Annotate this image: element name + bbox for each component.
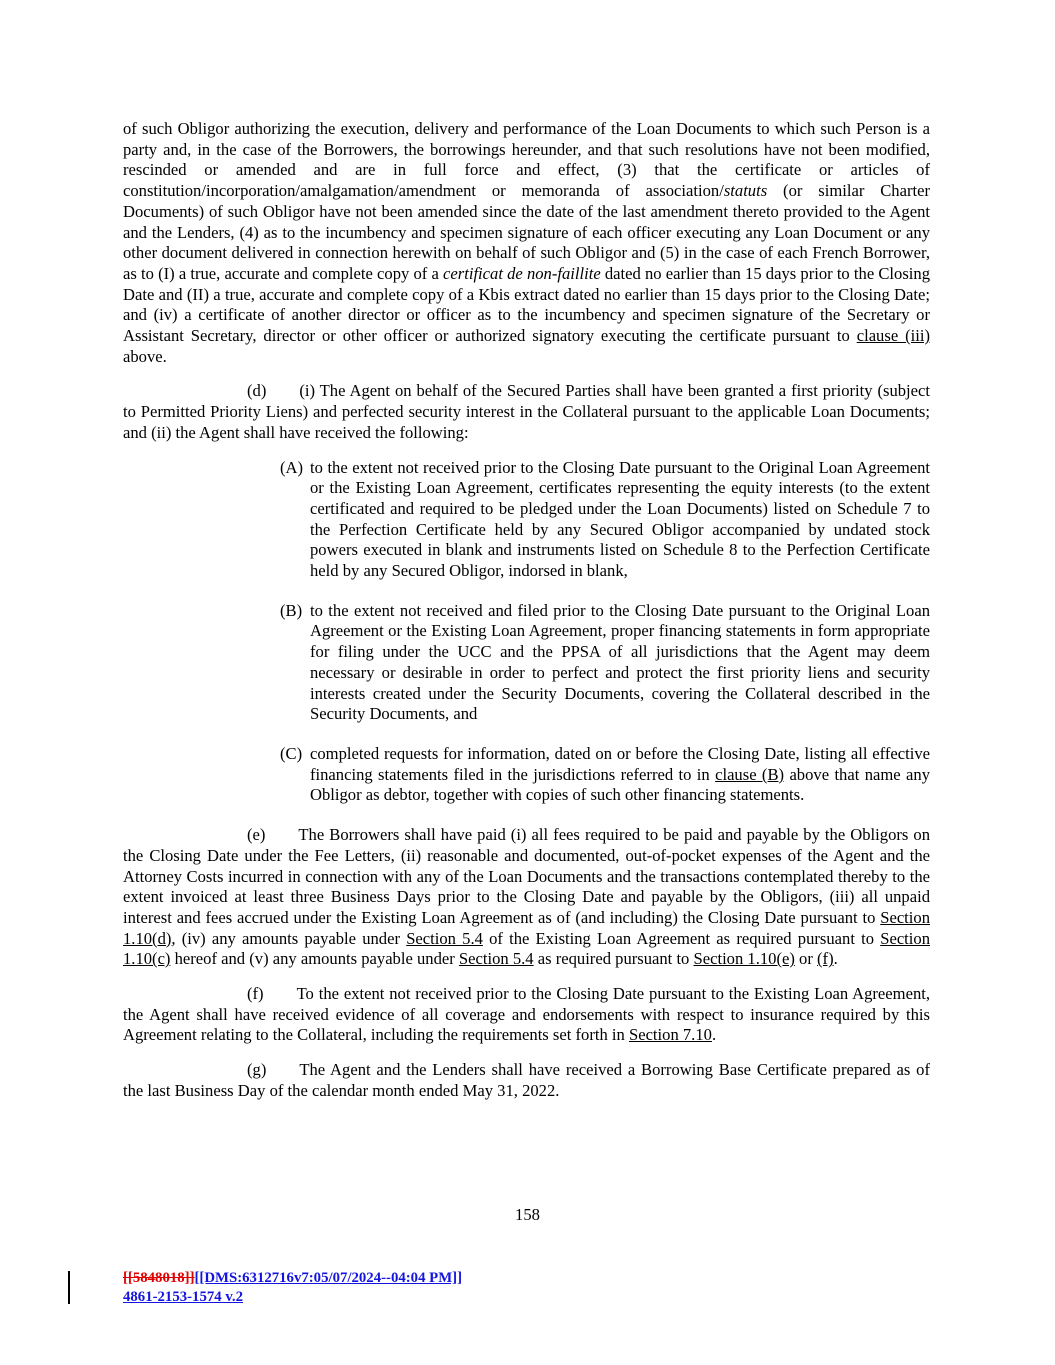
text-run: as required pursuant to — [533, 949, 694, 969]
cross-reference: (f) — [817, 949, 834, 969]
cross-reference: clause (iii) — [856, 326, 930, 346]
document-body — [123, 119, 930, 1116]
page-number: 158 — [515, 1205, 540, 1224]
paragraph-label: (C) — [280, 743, 303, 763]
cross-reference: Section 1.10(e) — [693, 949, 795, 969]
paragraph-label: (e) — [247, 825, 266, 845]
document-stamp — [123, 1269, 930, 1306]
paragraph-label: (d) — [247, 381, 267, 401]
text-run: . — [711, 1025, 717, 1045]
text-run: to the extent not received prior to the Closing Date pursuant to the Original Loan Agreement or the Existing Loan Agreement, certificates representing the equity interests (to the extent certificated and required to be pledged under the Loan Documents) listed on Schedule 7 to the Perfection Certificate held by any Secured Obligor accompanied by undated stock powers executed in blank and instruments listed on Schedule 8 to the Perfection Certificate held by any Secured Obligor, indorsed in blank, — [310, 457, 930, 581]
text-run: statuts — [723, 181, 768, 201]
text-run: (or similar Charter Documents) of such Obligor have not been amended since the date of the last amendment thereto provided to the Agent and the Lenders, (4) as to the incumbency and specimen signature of each officer executing any Loan Document or any other document delivered in connection herewith on behalf of such Obligor and (5) in the case of each French Borrower, as to (I) a true, accurate and complete copy of a — [123, 181, 930, 283]
paragraph-label: (B) — [280, 600, 303, 620]
paragraph-continuation — [123, 119, 930, 367]
doc-version-id: 4861-2153-1574 v.2 — [123, 1288, 244, 1305]
paragraph-e — [123, 825, 930, 970]
text-run: to the extent not received and filed prior to the Closing Date pursuant to the Original Loan Agreement or the Existing Loan Agreement, proper financing statements in form appropriate for filing under the UCC and the PPSA of all jurisdictions that the Agent may deem necessary or desirable in order to perfect and protect the first priority liens and security interests created under the Security Documents, covering the Collateral described in the Security Documents, and — [310, 600, 930, 724]
list-item-C — [280, 743, 930, 806]
stamp-line-2 — [123, 1288, 930, 1307]
text-run: (i) The Agent on behalf of the Secured Parties shall have been granted a first priority (subject to Permitted Priority Liens) and perfected security interest in the Collateral pursuant to the applicable Loan Documents; and (ii) the Agent shall have received the following: — [123, 381, 930, 442]
text-run: above. — [123, 346, 167, 366]
stamp-line-1 — [123, 1269, 930, 1288]
text-run: The Agent and the Lenders shall have received a Borrowing Base Certificate prepared as of the last Business Day of the calendar month ended May 31, 2022. — [123, 1060, 930, 1100]
paragraph-label: (A) — [280, 457, 304, 477]
text-run: dated no earlier than 15 days prior to the Closing Date and (II) a true, accurate and complete copy of a Kbis extract dated no earlier than 15 days prior to the Closing Date; and (iv) a certificate of another director or officer as to the incumbency and specimen signature of the Secretary or Assistant Secretary, director or other officer or authorized signatory executing the certificate pursuant to — [123, 263, 930, 346]
cross-reference: Section 1.10(d) — [123, 907, 930, 948]
text-run: of the Existing Loan Agreement as required pursuant to — [482, 928, 881, 948]
paragraph-d — [123, 381, 930, 443]
paragraph-label: (f) — [247, 984, 264, 1004]
text-run: To the extent not received prior to the Closing Date pursuant to the Existing Loan Agreement, the Agent shall have received evidence of all coverage and endorsements with respect to insurance required by this Agreement relating to the Collateral, including the requirements set forth in — [123, 984, 930, 1045]
change-bar — [68, 1271, 70, 1304]
text-run: completed requests for information, dated on or before the Closing Date, listing all effective financing statements filed in the jurisdictions referred to in — [310, 743, 930, 784]
paragraph-f — [123, 984, 930, 1046]
cross-reference: clause (B) — [715, 764, 785, 784]
cross-reference: Section 5.4 — [458, 949, 534, 969]
text-run: of such Obligor authorizing the execution, delivery and performance of the Loan Documents to which such Person is a party and, in the case of the Borrowers, the borrowings hereunder, and that such resolutions have not been modified, rescinded or amended and are in full force and effect, (3) that the certificate or articles of constitution/incorporation/amalgamation/amendment or memoranda of association/ — [123, 119, 930, 201]
text-run: or — [794, 949, 818, 969]
paragraph-label: (g) — [247, 1060, 267, 1080]
dms-stamp: [[DMS:6312716v7:05/07/2024--04:04 PM]] — [194, 1270, 463, 1286]
cross-reference: Section 5.4 — [406, 928, 483, 948]
cross-reference: Section 7.10 — [628, 1025, 712, 1045]
text-run: . — [833, 949, 838, 969]
cross-reference: Section 1.10(c) — [123, 928, 930, 969]
text-run: above that name any Obligor as debtor, together with copies of such other financing statements. — [310, 764, 930, 805]
paragraph-g — [123, 1060, 930, 1101]
text-run: hereof and (v) any amounts payable under — [170, 949, 459, 969]
text-run: The Borrowers shall have paid (i) all fees required to be paid and payable by the Obligors on the Closing Date under the Fee Letters, (ii) reasonable and documented, out-of-pocket expenses of the Agent and the Attorney Costs incurred in connection with any of the Loan Documents and the transactions contemplated thereby to the extent invoiced at least three Business Days prior to the Closing Date and payable by the Obligors, (iii) all unpaid interest and fees accrued under the Existing Loan Agreement as of (and including) the Closing Date pursuant to — [123, 825, 930, 927]
list-item-B — [280, 600, 930, 725]
list-item-A — [280, 457, 930, 582]
text-run: , (iv) any amounts payable under — [171, 928, 407, 948]
deleted-doc-id: [[5848018]] — [123, 1270, 195, 1286]
text-run: certificat de non-faillite — [443, 263, 601, 283]
